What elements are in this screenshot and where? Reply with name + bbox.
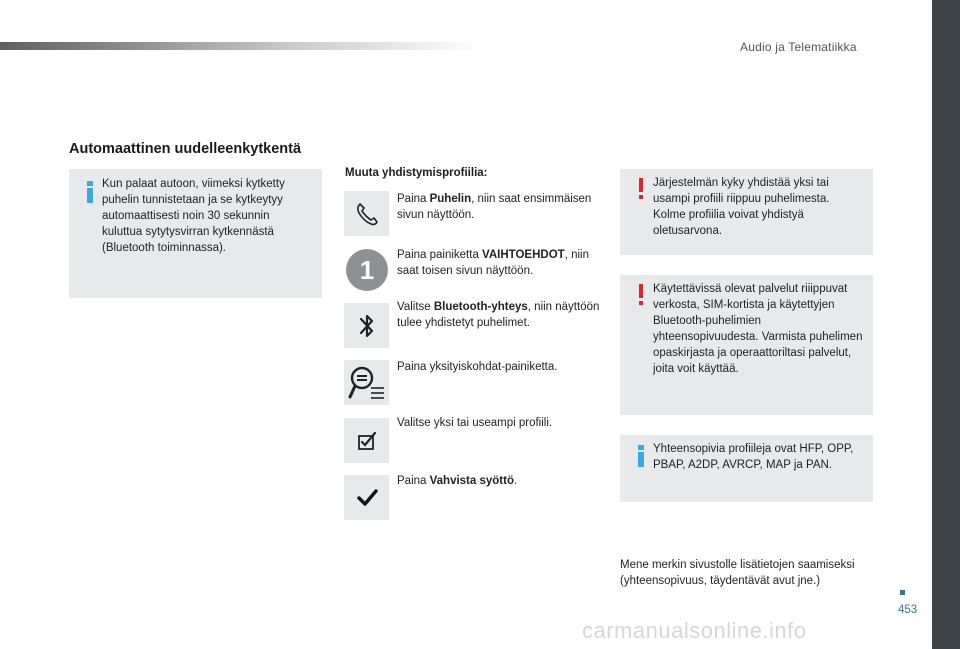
page-number: 453: [898, 604, 918, 616]
right-info-note: [620, 435, 873, 502]
header-gradient-bar: [0, 42, 480, 50]
info-icon: [83, 181, 97, 201]
info-icon: [634, 445, 648, 465]
steps-heading: Muuta yhdistymisprofiilia:: [345, 167, 488, 179]
right-note-1-text: Järjestelmän kyky yhdistää yksi tai usampi profiili riippuu puhelimesta. Kolme profiilia voivat yhdistyä oletusarvona.: [653, 177, 830, 237]
right-note-3-text: Yhteensopivia profiileja ovat HFP, OPP, PBAP, A2DP, AVRCP, MAP ja PAN.: [653, 443, 854, 471]
step-3-text: Valitse Bluetooth-yhteys, niin näyttöön tulee yhdistetyt puhelimet.: [397, 301, 600, 329]
step-4-text: Paina yksityiskohdat-painiketta.: [397, 361, 558, 373]
left-note-text: Kun palaat autoon, viimeksi kytketty puhelin tunnistetaan ja se kytkeytyy automaattisesti noin 30 sekunnin kuluttua sytytysvirran kytkennästä (Bluetooth toiminnassa).: [102, 178, 285, 254]
details-search-icon: [344, 360, 389, 405]
right-note-2-text: Käytettävissä olevat palvelut riiippuvat verkosta, SIM-kortista ja käytettyjen Bluetooth-puhelimien yhteensopivuudesta. Varmista puhelimen opaskirjasta ja operaattoriltasi palvelut, joita voit käyttää.: [653, 283, 863, 375]
bluetooth-icon: [344, 303, 389, 348]
side-thumb-strip: [932, 0, 960, 649]
footnote-text: Mene merkin sivustolle lisätietojen saamiseksi (yhteensopivuus, täydentävät avut jne.): [620, 559, 855, 587]
step-1-text: Paina Puhelin, niin saat ensimmäisen sivun näyttöön.: [397, 193, 592, 221]
section-title: Automaattinen uudelleenkytkentä: [69, 141, 302, 157]
page-marker: [900, 590, 905, 595]
phone-icon: [344, 191, 389, 236]
checkbox-icon: [344, 418, 389, 463]
warning-icon: [634, 178, 648, 198]
warning-icon: [634, 284, 648, 304]
step-2-text: Paina painiketta VAIHTOEHDOT, niin saat toisen sivun näyttöön.: [397, 249, 589, 277]
left-info-note: [69, 169, 322, 298]
checkmark-icon: [344, 475, 389, 520]
svg-text:1: 1: [359, 254, 374, 285]
watermark: carmanualsonline.info: [582, 618, 807, 643]
step-5-text: Valitse yksi tai useampi profiili.: [397, 417, 553, 429]
right-warning-note-1: [620, 169, 873, 255]
step-6-text: Paina Vahvista syöttö.: [397, 475, 518, 487]
chapter-title: Audio ja Telematiikka: [740, 40, 857, 54]
step-one-icon: [344, 247, 389, 292]
right-warning-note-2: [620, 275, 873, 415]
